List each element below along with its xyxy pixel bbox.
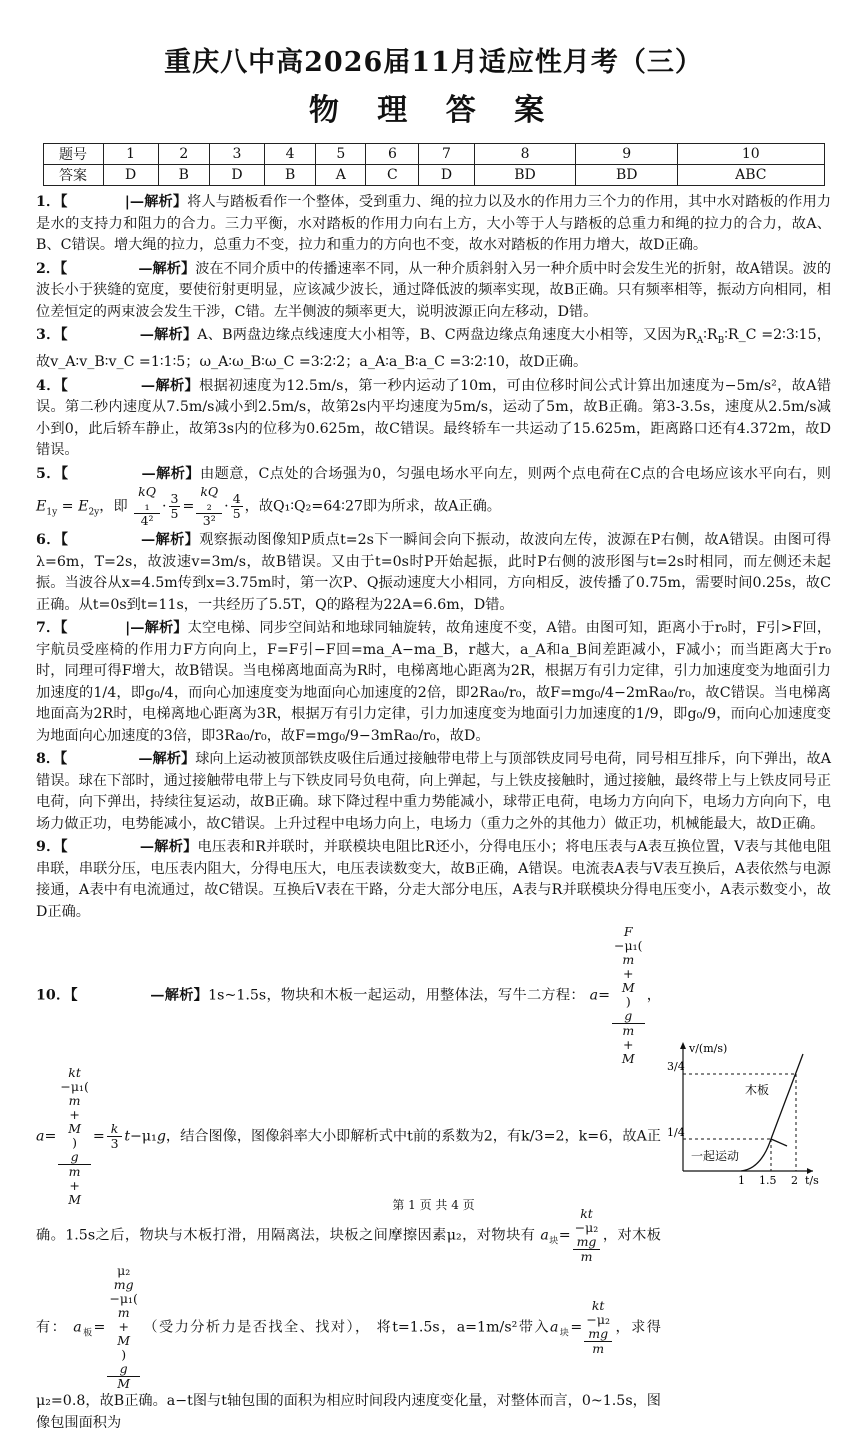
tick-1-4: 1/4 xyxy=(667,1126,685,1139)
solution-text: ，结合图像，图像斜率大小即解析式中t前的系数为2，有k/3=2，k=6，故A正确。1.5s之后，物块与木板打滑，用隔离法，块板之间摩擦因素μ₂，对物块有 xyxy=(36,1128,661,1244)
graph-xlabel: t/s xyxy=(805,1174,819,1187)
solution-2 xyxy=(36,259,831,324)
tick-2: 2 xyxy=(791,1174,798,1187)
question-number-cell: 6 xyxy=(366,144,419,165)
block-curve xyxy=(771,1139,787,1146)
answer-table-number-row xyxy=(43,144,824,165)
solution-text: （受力分析力是否找全、找对）， xyxy=(141,1319,371,1336)
analysis-tag: 【 —解析】 xyxy=(60,465,201,482)
question-number-cell: 10 xyxy=(678,144,824,165)
question-number: 6． xyxy=(36,532,61,549)
question-number: 9． xyxy=(36,839,61,856)
analysis-tag: 【 —解析】 xyxy=(60,327,198,343)
answer-cell: C xyxy=(366,165,419,186)
solution-text: 观察振动图像知P质点t=2s下一瞬间会向下振动，故波向左传，波源在P右侧，故A错误。由图可得λ=6m，T=2s，故波速v=3m/s，故B错误。又由于t=0s时P开始起振，此时P右侧的波形图与t=2s时相同，而左侧还未起振。当波谷从x=4.5m传到x=3.75m时，第一次P、Q振动速度大小相同，方向相反，波传播了0.75m，需要时间0.25s，故C正确。从t=0s到t=11s，一共经历了5.5T，Q的路程为22A=6.6m，D错。 xyxy=(36,532,831,613)
solution-text: ，求得μ₂=0.8，故B正确。a−t图与t轴包围的面积为相应时间段内速度变化量，对整体而言，0~1.5s，图像包围面积为 xyxy=(36,1319,661,1431)
solution-text: 电压表和R并联时，并联模块电阻比R还小，分得电压小；将电压表与A表互换位置，V表与其他电阻串联，串联分压，电压表内阻大，分得电压大，电压表读数变大，故B正确，A错误。电流表A表与V表互换后，A表依然与电源接通，A表中有电流通过，故C错误。互换后V表在干路，分走大部分电压，A表与R并联模块分得电压变小，A表示数变小，故D正确。 xyxy=(36,839,832,920)
answer-table xyxy=(43,143,825,186)
question-number: 1． xyxy=(36,194,61,210)
solution-6 xyxy=(36,530,831,616)
answer-row-label: 答案 xyxy=(43,165,103,186)
question-number-cell: 5 xyxy=(316,144,366,165)
question-number: 2． xyxy=(36,260,61,277)
solution-text: 太空电梯、同步空间站和地球同轴旋转，故角速度不变，A错。由图可知，距离小于r₀时，F引>F回，宇航员受座椅的作用力F方向向上，F=F引−F回=ma_A−ma_B，r越大，a_A和a_B间差距减小，F减小；而当距离大于r₀时，同理可得F增大，故B错误。当电梯离地面高为R时，电梯离地心距离为2R，根据万有引力定律，引力加速度变为地面引力加速度的1/4，即g₀/4，而向心加速度变为地面向心加速度的2倍，即2Ra₀/r₀，故F=mg₀/4−2mRa₀/r₀，故C错误。当电梯离地面高为2R时，电梯离地心距离为3R，根据万有引力定律，引力加速度变为地面引力加速度的1/9，即g₀/9，而向心加速度变为地面向心加速度的3倍，即3Ra₀/r₀，故F=mg₀/9−3mRa₀/r₀，故D。 xyxy=(36,620,832,744)
question-number-cell: 3 xyxy=(209,144,264,165)
number-row-label: 题号 xyxy=(43,144,103,165)
solution-text: ，对木板有： xyxy=(36,1227,661,1336)
solution-text: 波在不同介质中的传播速率不同，从一种介质斜射入另一种介质中时会发生光的折射，故A错误。波的波长小于狭缝的宽度，要使衍射更明显，应该减少波长，通过降低波的频率实现，故B正确。只有频率相等，振动方向相同，相位差恒定的两束波会发生干涉，C错。左半侧波的频率更大，说明波源正向左移动，D错。 xyxy=(36,260,832,320)
question-number-cell: 7 xyxy=(419,144,474,165)
solution-5: 5．【 —解析】由题意，C点处的合场强为0，匀强电场水平向左，则两个点电荷在C点的合电场应该水平向右，则 $E_{1y} = E_{2y}$，即 kQ ₁ 4² · $\frac{3}{5}$ = kQ ₂ 3² · $\frac{4}{5}$ ，故Q₁∶Q₂=64∶27即为所求，故A正确。 xyxy=(36,465,831,529)
page-footer: 第 1 页 共 4 页 xyxy=(392,1198,475,1212)
question-number: 4． xyxy=(36,377,61,394)
solution-7 xyxy=(36,618,831,747)
answer-cell: A xyxy=(316,165,366,186)
question-number: 8． xyxy=(36,751,61,768)
answer-cell: B xyxy=(265,165,316,186)
graph-ylabel: v/(m/s) xyxy=(689,1042,728,1055)
question-number-cell: 4 xyxy=(265,144,316,165)
solution-text: ，故Q₁∶Q₂=64∶27即为所求，故A正确。 xyxy=(244,498,501,515)
answer-cell: BD xyxy=(576,165,678,186)
solution-text: A、B两盘边缘点线速度大小相等，B、C两盘边缘点角速度大小相等，又因为R xyxy=(197,327,697,343)
answer-cell: ABC xyxy=(678,165,824,186)
question-number-cell: 1 xyxy=(103,144,158,165)
analysis-tag: 【 —解析】 xyxy=(60,260,196,277)
solution-text: 由题意，C点处的合场强为0，匀强电场水平向左，则两个点电荷在C点的合电场应该水平向右，则 xyxy=(200,465,831,482)
solution-4 xyxy=(36,376,831,462)
answer-cell: B xyxy=(158,165,209,186)
tick-1-5: 1.5 xyxy=(759,1174,777,1187)
solution-text: 1s~1.5s，物块和木板一起运动，用整体法，写牛二方程： xyxy=(208,987,585,1004)
board-line xyxy=(771,1054,803,1139)
analysis-tag: 【 |—解析】 xyxy=(60,194,188,210)
question-number: 3． xyxy=(36,327,61,343)
solution-text: 将人与踏板看作一个整体，受到重力、绳的拉力以及水的作用力三个力的作用，其中水对踏板的作用力是水的支持力和阻力的合力。三力平衡，水对踏板的作用力向右上方，大小等于人与踏板的总重力和绳的拉力的合力，故A、B、C错误。增大绳的拉力，总重力不变，拉力和重力的方向也不变，故水对踏板的作用力增大，故D正确。 xyxy=(36,194,832,253)
solution-text: 根据初速度为12.5m/s，第一秒内运动了10m，可由位移时间公式计算出加速度为−5m/s²，故A错误。第二秒内速度从7.5m/s减小到2.5m/s，故第2s内平均速度为5m/s，运动了5m，故B正确。第3-3.5s，速度从2.5m/s减小到0，此后轿车静止，故第3s内的位移为0.625m，故C错误。最终轿车一共运动了15.625m，距离路口还有4.372m，故D错误。 xyxy=(36,377,832,459)
solution-10: 10．【 —解析】1s~1.5s，物块和木板一起运动，用整体法，写牛二方程： a= F −μ₁( m + M ) g m + M ， a= kt −μ₁( m + M ) g m + M = $\frac{k}{3}$ t−μ₁g，结合图像，图像斜率大小即解析式中t前的系数为2，有k/3=2，k=6，故A正确。1.5s之后，物块与木板打滑，用隔离法，块板之间摩擦因素μ₂，对物块有 $a_块=$ kt −μ₂ mg m ，对木板有： $a_板=$ μ₂ mg −μ₁( m + M ) g M （受力分析力是否找全、找对）， 将t=1.5s，a=1m/s²带入$a_块=$ kt −μ₂ mg m ，求得μ₂=0.8，故B正确。a−t图与t轴包围的面积为相应时间段内速度变化量，对整体而言，0~1.5s，图像包围面积为 xyxy=(36,924,661,1431)
y-axis-arrow-icon xyxy=(680,1042,686,1049)
solution-text: 球向上运动被顶部铁皮吸住后通过接触带电带上与顶部铁皮同号电荷，同号相互排斥，向下弹出，故A错误。球在下部时，通过接触带电带上与下铁皮同号负电荷，向上弹起，与上铁皮接触时，通过接触，最终带上与上铁皮同号正电荷，向下弹出，持续往复运动，故B正确。球下降过程中重力势能减小，球带正电荷，电场力方向向下，电场力方向向下，电场力做正功，电势能减小，故C错误。上升过程中电场力向上，电场力（重力之外的其他力）做正功，机械能最大，故D正确。 xyxy=(36,751,832,832)
question-number-cell: 8 xyxy=(474,144,576,165)
answer-cell: D xyxy=(209,165,264,186)
analysis-tag: 【 —解析】 xyxy=(60,751,196,768)
solution-9 xyxy=(36,837,831,923)
answer-cell: D xyxy=(419,165,474,186)
analysis-tag: 【 —解析】 xyxy=(60,377,200,394)
answer-cell: D xyxy=(103,165,158,186)
solution-3: 3．【 —解析】A、B两盘边缘点线速度大小相等，B、C两盘边缘点角速度大小相等，又因为$R_A∶R_B∶R\_C$ =2∶3∶15，故v_A∶v_B∶v_C =1∶1∶5；ω_A∶ω_B∶ω_C =3∶2∶2；a_A∶a_B∶a_C =3∶2∶10，故D正确。 xyxy=(36,327,831,371)
question-number: 10． xyxy=(36,987,71,1004)
solution-8 xyxy=(36,749,831,835)
exam-subtitle: 物 理 答 案 xyxy=(308,93,559,128)
analysis-tag: 【 |—解析】 xyxy=(60,620,188,637)
tick-3-4: 3/4 xyxy=(667,1060,685,1073)
solution-1 xyxy=(36,192,831,257)
question-number-cell: 2 xyxy=(158,144,209,165)
exam-title: 重庆八中高2026届11月适应性月考（三） xyxy=(164,47,703,78)
question-number-cell: 9 xyxy=(576,144,678,165)
velocity-time-graph xyxy=(663,1036,823,1186)
label-board: 木板 xyxy=(745,1083,770,1097)
tick-1: 1 xyxy=(738,1174,745,1187)
answer-table-answer-row xyxy=(43,165,824,186)
question-number: 7． xyxy=(36,620,61,637)
label-together: 一起运动 xyxy=(691,1149,740,1163)
answer-cell: BD xyxy=(474,165,576,186)
analysis-tag: 【 —解析】 xyxy=(60,532,200,549)
question-number: 5． xyxy=(36,465,61,482)
analysis-tag: 【 —解析】 xyxy=(60,839,198,856)
analysis-tag: 【 —解析】 xyxy=(70,987,209,1004)
together-curve xyxy=(741,1139,771,1171)
solution-text: R_C =2∶3∶15，故v_A∶v_B∶v_C =1∶1∶5；ω_A∶ω_B∶ω_C =3∶2∶2；a_A∶a_B∶a_C =3∶2∶10，故D正确。 xyxy=(36,327,831,371)
solutions-list xyxy=(36,192,831,1434)
solution-text: 将t=1.5s，a=1m/s²带入 xyxy=(376,1319,550,1336)
